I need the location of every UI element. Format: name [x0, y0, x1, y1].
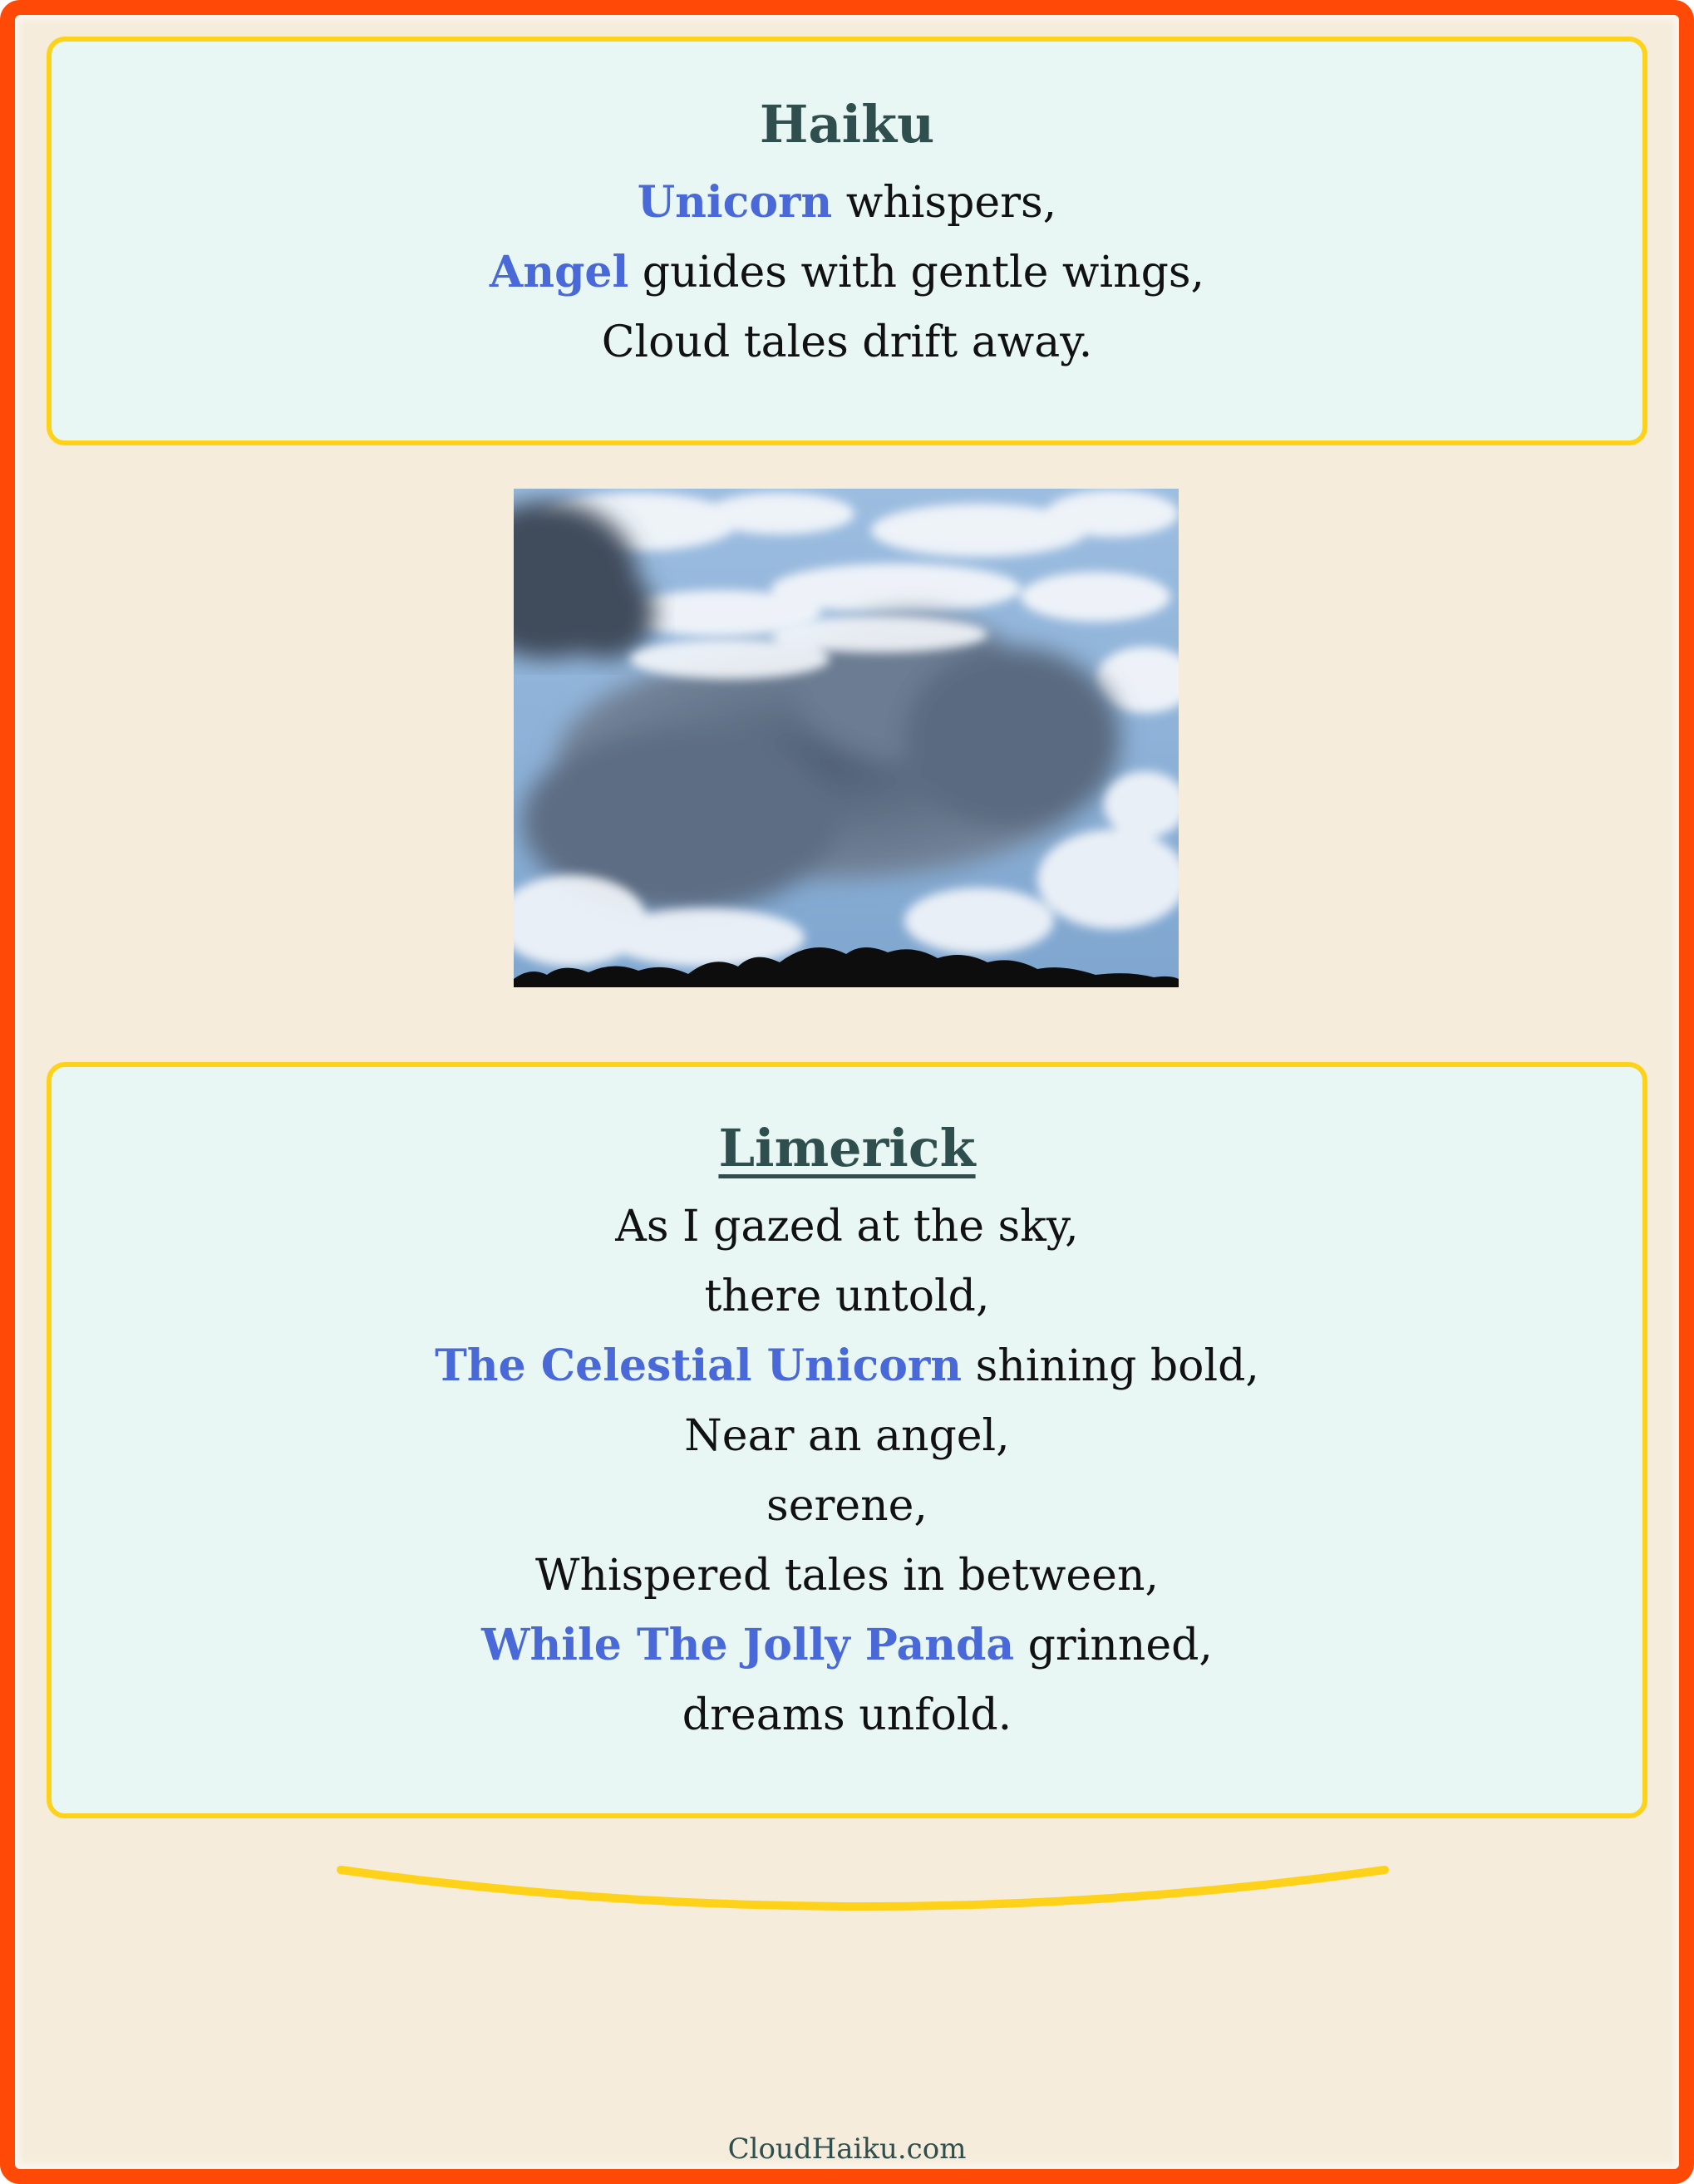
- haiku-poem: [52, 168, 1642, 377]
- poem-text: whispers,: [832, 178, 1057, 228]
- poem-highlight: Unicorn: [637, 177, 833, 228]
- poem-text: serene,: [766, 1481, 928, 1531]
- poem-text: As I gazed at the sky,: [615, 1202, 1079, 1252]
- poem-line: [52, 1331, 1642, 1401]
- poem-text: there untold,: [704, 1272, 990, 1321]
- poem-text: Near an angel,: [684, 1411, 1010, 1461]
- limerick-title: Limerick: [718, 1118, 976, 1178]
- poem-line: [52, 1611, 1642, 1680]
- site-footer[interactable]: CloudHaiku.com: [727, 2132, 967, 2166]
- poem-line: [52, 1401, 1642, 1471]
- poem-text: shining bold,: [962, 1341, 1259, 1391]
- poem-highlight: The Celestial Unicorn: [435, 1340, 963, 1391]
- poem-line: [52, 1541, 1642, 1611]
- poem-text: guides with gentle wings,: [628, 248, 1205, 298]
- poem-line: [52, 168, 1642, 238]
- haiku-panel: [47, 37, 1647, 445]
- poem-line: [52, 1471, 1642, 1541]
- poem-text: Whispered tales in between,: [535, 1551, 1159, 1601]
- limerick-panel: [47, 1062, 1647, 1818]
- poem-line: [52, 1192, 1642, 1262]
- cloud-photo: [514, 489, 1179, 987]
- poem-highlight: Angel: [489, 247, 629, 298]
- limerick-poem: [52, 1192, 1642, 1750]
- poem-line: [52, 1262, 1642, 1331]
- poem-text: dreams unfold.: [682, 1690, 1012, 1740]
- poem-text: Cloud tales drift away.: [601, 317, 1093, 367]
- swoosh-divider-icon: [331, 1852, 1395, 1943]
- poem-line: [52, 307, 1642, 377]
- cloud-photo-icon: [514, 489, 1179, 987]
- poem-highlight: While The Jolly Panda: [481, 1620, 1015, 1670]
- poem-line: [52, 238, 1642, 307]
- poem-text: grinned,: [1014, 1621, 1213, 1670]
- haiku-title: Haiku: [759, 94, 935, 155]
- poem-line: [52, 1680, 1642, 1750]
